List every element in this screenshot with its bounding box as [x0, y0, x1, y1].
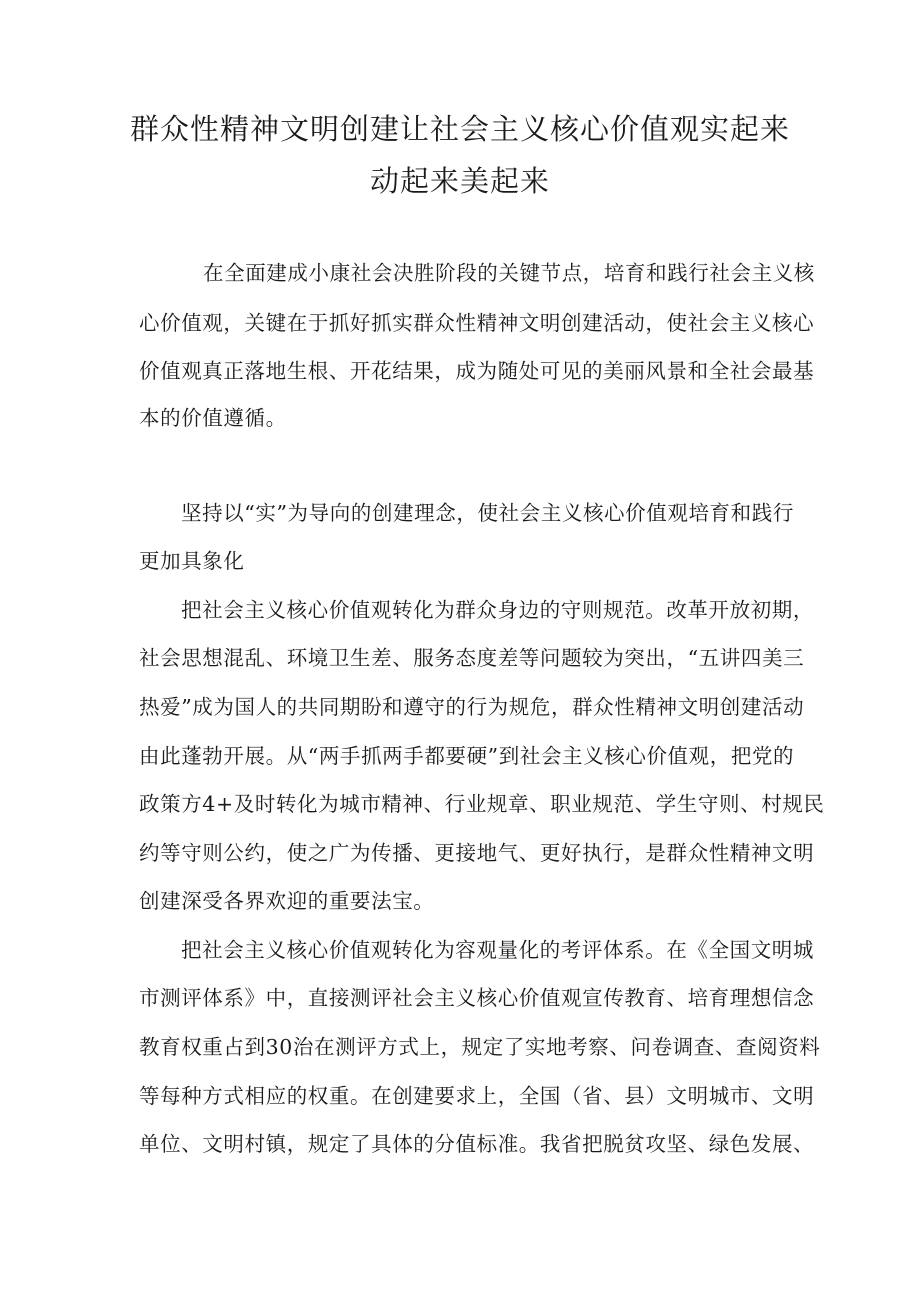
paragraph-4-line-4: 等每种方式相应的权重。在创建要求上，全国（省、县）文明城市、文明 [139, 1084, 815, 1108]
paragraph-4-line-2: 市测评体系》中，直接测评社会主义核心价值观宣传教育、培育理想信念 [139, 986, 815, 1010]
paragraph-3-line-1: 把社会主义核心价值观转化为群众身边的守则规范。改革开放初期， [181, 598, 814, 622]
paragraph-1-line-1: 在全面建成小康社会决胜阶段的关键节点，培育和践行社会主义核 [203, 261, 815, 285]
paragraph-3-line-2: 社会思想混乱、环境卫生差、服务态度差等问题较为突出，“五讲四美三 [139, 646, 805, 670]
document-title-line-1: 群众性精神文明创建让社会主义核心价值观实起来 [129, 112, 790, 146]
paragraph-1-line-2: 心价值观，关键在于抓好抓实群众性精神文明创建活动，使社会主义核心 [139, 311, 815, 335]
paragraph-1-line-4: 本的价值遵循。 [139, 406, 287, 430]
paragraph-2-line-2: 更加具象化 [139, 549, 245, 573]
paragraph-1-line-3: 价值观真正落地生根、开花结果，成为随处可见的美丽风景和全社会最基 [139, 359, 815, 383]
paragraph-3-line-5: 政策方4+及时转化为城市精神、行业规章、职业规范、学生守则、村规民 [139, 792, 825, 816]
paragraph-4-line-3: 教育权重占到30治在测评方式上，规定了实地考察、问卷调查、查阅资料 [139, 1035, 821, 1059]
paragraph-3-line-7: 创建深受各界欢迎的重要法宝。 [139, 889, 435, 913]
paragraph-4-line-5: 单位、文明村镇，规定了具体的分值标准。我省把脱贫攻坚、绿色发展、 [139, 1132, 815, 1156]
document-title-line-2: 动起来美起来 [369, 164, 550, 198]
paragraph-3-line-6: 约等守则公约，使之广为传播、更接地气、更好执行，是群众性精神文明 [139, 841, 815, 865]
paragraph-3-line-3: 热爱”成为国人的共同期盼和遵守的行为规危，群众性精神文明创建活动 [139, 695, 805, 719]
paragraph-4-line-1: 把社会主义核心价值观转化为容观量化的考评体系。在《全国文明城 [181, 938, 814, 962]
paragraph-3-line-4: 由此蓬勃开展。从“两手抓两手都要硬”到社会主义核心价值观，把党的 [139, 744, 795, 768]
paragraph-2-line-1: 坚持以“实”为导向的创建理念，使社会主义核心价值观培育和践行 [181, 501, 794, 525]
